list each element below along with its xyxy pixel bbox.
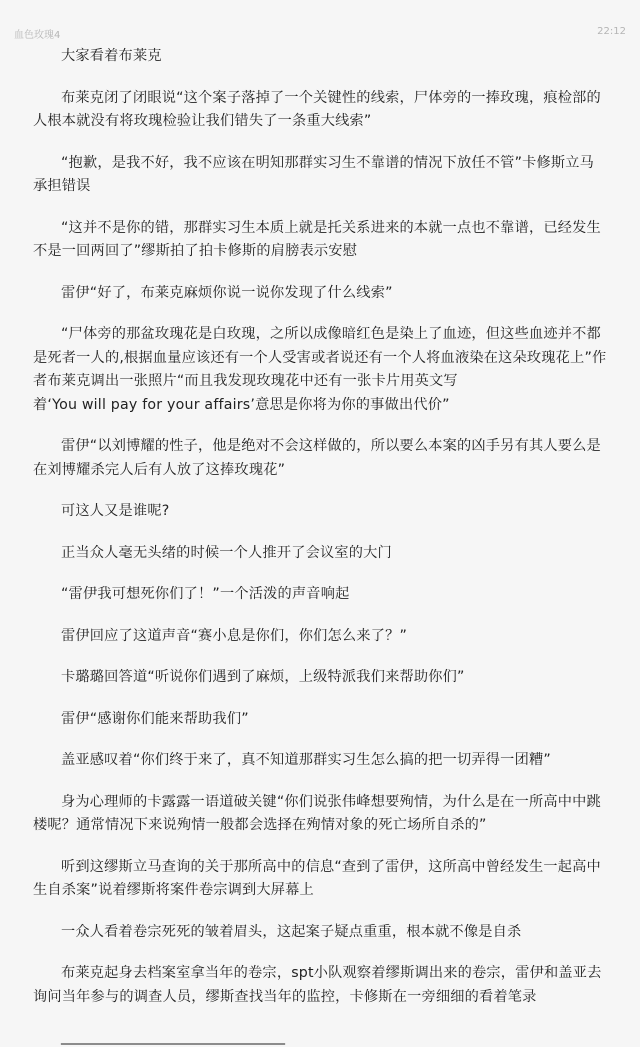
paragraph (33, 921, 608, 945)
paragraph (33, 500, 608, 524)
paragraph (33, 282, 608, 306)
paragraph-line: 雷伊“好了，布莱克麻烦你说一说你发现了什么线索” (61, 284, 393, 301)
paragraph-line: “抱歉，是我不好，我不应该在明知那群实习生不靠谱的情况下放任不管”卡修斯立马承担错误 (33, 154, 595, 194)
paragraph (33, 749, 608, 773)
paragraph-line: 可这人又是谁呢? (61, 503, 170, 519)
paragraph-line: 大家看着布莱克 (61, 48, 162, 64)
paragraph-line: 卡璐璐回答道“听说你们遇到了麻烦，上级特派我们来帮助你们” (61, 669, 465, 685)
paragraph-line: 雷伊“感谢你们能来帮助我们” (61, 710, 249, 727)
paragraph (33, 708, 608, 732)
paragraph-line: 雷伊“以刘博耀的性子，他是绝对不会这样做的，所以要么本案的凶手另有其人要么是在刘博耀杀完人后有人放了这捧玫瑰花” (33, 438, 601, 478)
paragraph (33, 45, 608, 69)
chapter-content (33, 45, 608, 1047)
paragraph (33, 152, 608, 199)
paragraph (33, 323, 608, 417)
paragraph-line: “这并不是你的错，那群实习生本质上就是托关系进来的本就一点也不靠谱，已经发生不是一回两回了”缪斯拍了拍卡修斯的肩膀表示安慰 (33, 219, 601, 259)
paragraph-line: 身为心理师的卡露露一语道破关键“你们说张伟峰想要殉情，为什么是在一所高中中跳楼呢？通常情况下来说殉情一般都会选择在殉情对象的死亡场所自杀的” (33, 793, 601, 833)
paragraph-line: 正当众人毫无头绪的时候一个人推开了会议室的大门 (61, 544, 392, 561)
paragraph (33, 962, 608, 1009)
paragraph-line: 布莱克起身去档案室拿当年的卷宗，spt小队观察着缪斯调出来的卷宗，雷伊和盖亚去询问当年参与的调查人员，缪斯查找当年的监控，卡修斯在一旁细细的看着笔录 (33, 965, 602, 1005)
book-title: 血色玫瑰4 (14, 30, 61, 41)
paragraph-line: “尸体旁的那盆玫瑰花是白玫瑰，之所以成像暗红色是染上了血迹，但这些血迹并不都是死者一人的,根据血量应该还有一个人受害或者说还有一个人将血液染在这朵玫瑰花上”作者布莱克调出一张照片“而且我发现玫瑰花中还有一张卡片用英文写 (33, 326, 607, 389)
paragraph-line: 盖亚感叹着“你们终于来了，真不知道那群实习生怎么搞的把一切弄得一团糟” (61, 752, 551, 768)
paragraph-line: 雷伊回应了这道声音“赛小息是你们，你们怎么来了？” (61, 627, 408, 644)
paragraph (33, 87, 608, 134)
clock: 22:12 (597, 26, 626, 37)
paragraph-line: 听到这缪斯立马查询的关于那所高中的信息“查到了雷伊，这所高中曾经发生一起高中生自杀案”说着缪斯将案件卷宗调到大屏幕上 (33, 858, 601, 898)
chapter-separator: ________________________________ (61, 1029, 285, 1045)
paragraph (33, 666, 608, 690)
paragraph (33, 583, 608, 607)
status-bar (0, 0, 640, 41)
paragraph (33, 625, 608, 649)
paragraph-line: 布莱克闭了闭眼说“这个案子落掉了一个关键性的线索，尸体旁的一捧玫瑰，痕检部的人根本就没有将玫瑰检验让我们错失了一条重大线索” (33, 89, 601, 129)
paragraph (33, 791, 608, 838)
paragraph (33, 856, 608, 903)
paragraph (33, 542, 608, 566)
paragraph (33, 435, 608, 482)
paragraph-line: 一众人看着卷宗死死的皱着眉头，这起案子疑点重重，根本就不像是自杀 (61, 923, 522, 940)
paragraph (33, 217, 608, 264)
paragraph-line-break: 着‘You will pay for your affairs’意思是你将为你的事做出代价” (33, 396, 450, 413)
paragraph-line: “雷伊我可想死你们了！”一个活泼的声音响起 (61, 586, 350, 602)
